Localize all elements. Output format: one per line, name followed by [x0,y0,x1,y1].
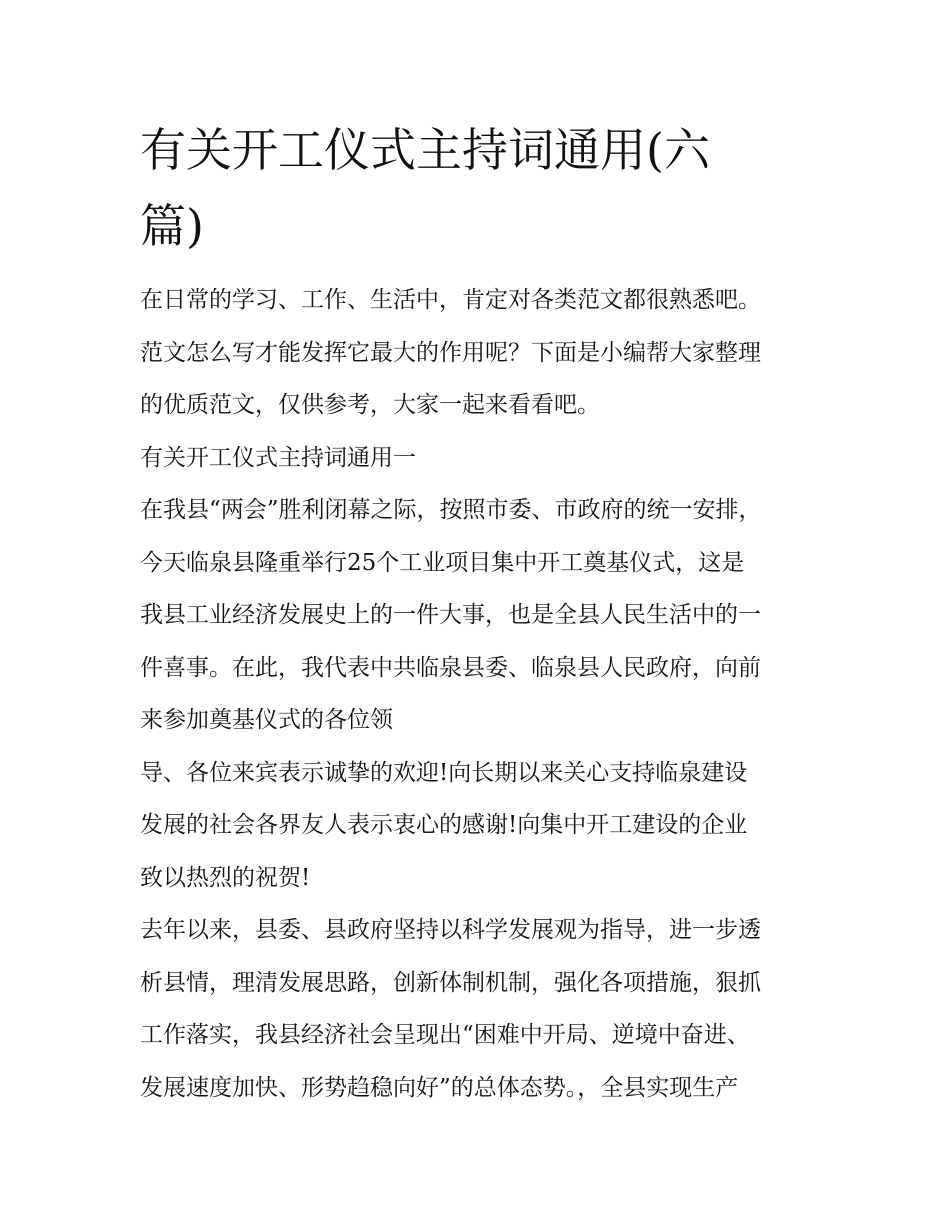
intro-line: 范文怎么写才能发挥它最大的作用呢？下面是小编帮大家整理 [140,339,761,366]
paragraph-line: 发展的社会各界友人表示衷心的感谢!向集中开工建设的企业 [140,812,748,838]
paragraph-line: 来参加奠基仪式的各位领 [140,707,393,733]
paragraph-line: 在我县“两会”胜利闭幕之际，按照市委、市政府的统一安排， [140,497,762,523]
paragraph-line: 今天临泉县隆重举行25个工业项目集中开工奠基仪式，这是 [140,549,745,576]
paragraph-line: 我县工业经济发展史上的一件大事，也是全县人民生活中的一 [140,602,761,628]
paragraph-line: 工作落实，我县经济社会呈现出“困难中开局、逆境中奋进、 [140,1022,750,1048]
intro-line: 的优质范文，仅供参考，大家一起来看看吧。 [140,392,600,418]
paragraph-line: 析县情，理清发展思路，创新体制机制，强化各项措施，狠抓 [140,969,761,996]
document-body [140,274,820,1114]
title-line: 有关开工仪式主持词通用(六 [140,123,710,177]
paragraph-line: 件喜事。在此，我代表中共临泉县委、临泉县人民政府，向前 [140,654,761,681]
paragraph-line: 去年以来，县委、县政府坚持以科学发展观为指导，进一步透 [140,917,761,943]
section-heading: 有关开工仪式主持词通用一 [140,444,416,471]
paragraph-line: 致以热烈的祝贺! [140,864,311,891]
intro-line: 在日常的学习、工作、生活中，肯定对各类范文都很熟悉吧。 [140,287,761,313]
title-line: 篇) [140,199,204,253]
paragraph-line: 导、各位来宾表示诚挚的欢迎!向长期以来关心支持临泉建设 [140,759,748,786]
paragraph-line: 发展速度加快、形势趋稳向好”的总体态势。，全县实现生产 [140,1074,739,1101]
document-title [140,112,820,264]
